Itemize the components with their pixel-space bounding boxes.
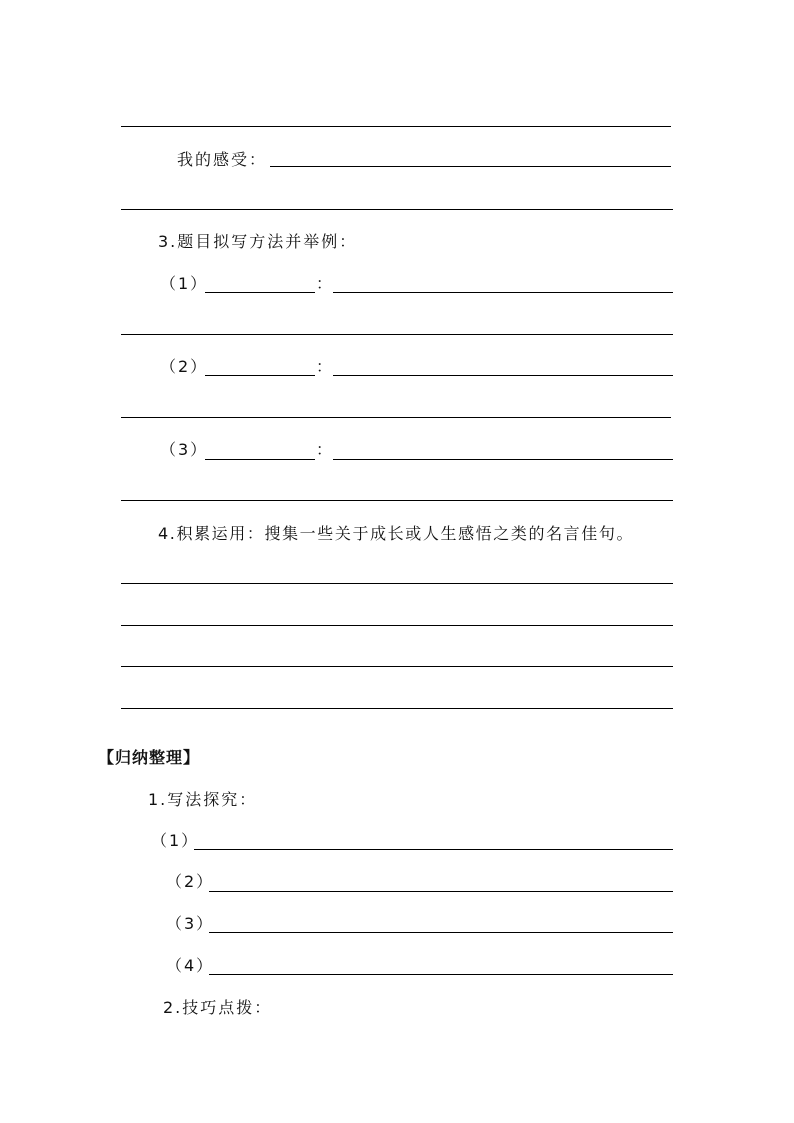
- q3-item-2-label: （2）: [160, 357, 209, 376]
- method-item-1-label: （1）: [151, 831, 200, 850]
- quote-line-1[interactable]: [121, 583, 673, 584]
- q3-item-2-colon: ：: [316, 357, 335, 376]
- q3-item-3-example-line[interactable]: [333, 459, 673, 460]
- quote-line-2[interactable]: [121, 625, 673, 626]
- q3-item-3-method-blank[interactable]: [205, 459, 315, 460]
- question-3-title: 3.题目拟写方法并举例：: [158, 232, 358, 251]
- q3-item-2-example-line[interactable]: [333, 375, 673, 376]
- answer-line[interactable]: [121, 417, 671, 418]
- method-item-1-line[interactable]: [194, 849, 673, 850]
- answer-line[interactable]: [121, 500, 673, 501]
- answer-line[interactable]: [121, 126, 671, 127]
- q3-item-1-label: （1）: [160, 274, 209, 293]
- q3-item-3-colon: ：: [316, 440, 335, 459]
- q3-item-2-method-blank[interactable]: [205, 375, 315, 376]
- q3-item-1-method-blank[interactable]: [205, 292, 315, 293]
- method-item-2-line[interactable]: [209, 891, 673, 892]
- answer-line[interactable]: [121, 334, 673, 335]
- feeling-answer-line[interactable]: [270, 166, 671, 167]
- feeling-label: 我的感受：: [177, 150, 268, 169]
- q3-item-1-example-line[interactable]: [333, 292, 673, 293]
- quote-line-4[interactable]: [121, 708, 673, 709]
- summary-heading: 【归纳整理】: [98, 748, 201, 767]
- answer-line[interactable]: [121, 209, 673, 210]
- q3-item-1-colon: ：: [316, 274, 335, 293]
- technique-tips-title: 2.技巧点拨：: [163, 998, 273, 1017]
- method-item-2-label: （2）: [166, 872, 215, 891]
- writing-method-title: 1.写法探究：: [148, 790, 258, 809]
- method-item-3-line[interactable]: [209, 932, 673, 933]
- method-item-4-line[interactable]: [209, 974, 673, 975]
- method-item-3-label: （3）: [166, 914, 215, 933]
- method-item-4-label: （4）: [166, 956, 215, 975]
- quote-line-3[interactable]: [121, 666, 673, 667]
- q3-item-3-label: （3）: [160, 440, 209, 459]
- question-4-title: 4.积累运用：搜集一些关于成长或人生感悟之类的名言佳句。: [158, 524, 635, 543]
